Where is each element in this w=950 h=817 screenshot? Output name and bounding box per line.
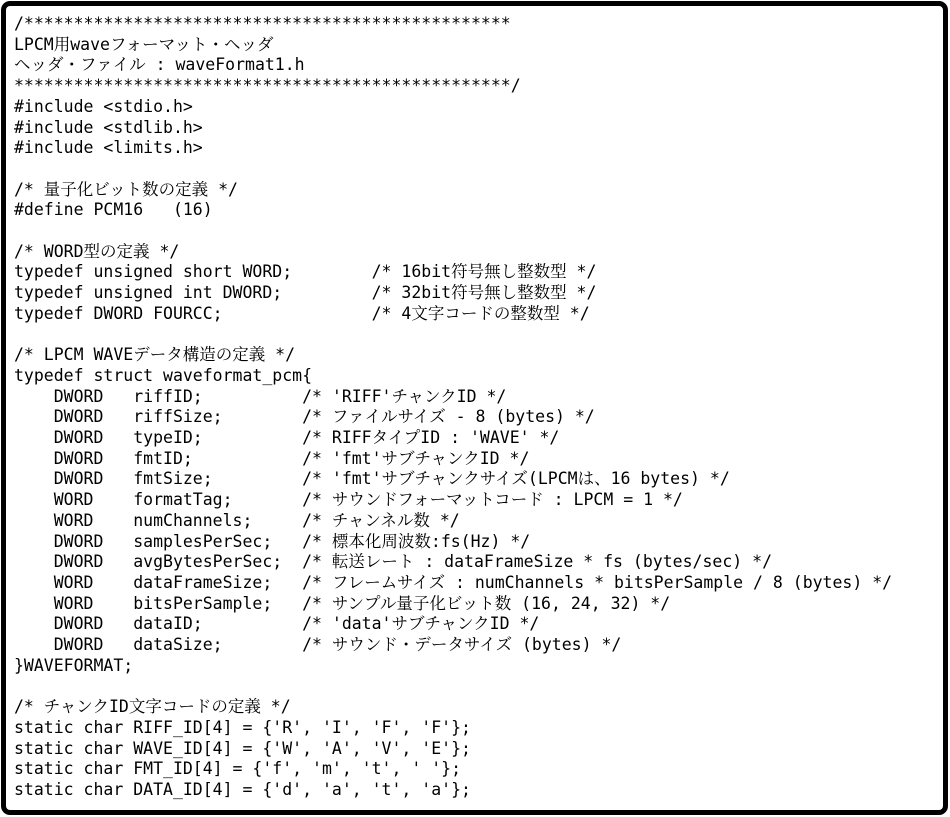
- code-line: typedef unsigned short WORD; /* 16bit符号無し整数型 */: [14, 262, 597, 282]
- listing-frame: [1, 1, 948, 815]
- code-line: static char FMT_ID[4] = {'f', 'm', 't', ' '};: [14, 759, 462, 779]
- code-line: /* チャンクID文字コードの定義 */: [14, 697, 291, 717]
- code-line: /* LPCM WAVEデータ構造の定義 */: [14, 345, 296, 365]
- code-line: DWORD typeID; /* RIFFタイプID : 'WAVE' */: [14, 428, 560, 448]
- code-line: DWORD riffSize; /* ファイルサイズ - 8 (bytes) */: [14, 407, 595, 427]
- code-listing: [14, 14, 939, 801]
- code-line: [14, 325, 939, 346]
- code-line: WORD dataFrameSize; /* フレームサイズ : numChannels * bitsPerSample / 8 (bytes) */: [14, 572, 893, 592]
- code-line: LPCM用waveフォーマット・ヘッダ: [14, 34, 274, 54]
- code-line: #include <stdio.h>: [14, 96, 193, 116]
- code-line: DWORD fmtSize; /* 'fmt'サブチャンクサイズ(LPCMは、16 bytes) */: [14, 469, 730, 489]
- code-line: [14, 677, 939, 698]
- code-line: ヘッダ・ファイル : waveFormat1.h: [14, 55, 305, 75]
- code-line: DWORD avgBytesPerSec; /* 転送レート : dataFrameSize * fs (bytes/sec) */: [14, 552, 773, 572]
- code-line: static char DATA_ID[4] = {'d', 'a', 't', 'a'};: [14, 780, 471, 800]
- code-line: DWORD dataID; /* 'data'サブチャンクID */: [14, 614, 540, 634]
- code-line: [14, 159, 939, 180]
- code-line: DWORD dataSize; /* サウンド・データサイズ (bytes) */: [14, 635, 622, 655]
- code-line: DWORD riffID; /* 'RIFF'チャンクID */: [14, 386, 507, 406]
- code-line: #include <limits.h>: [14, 138, 203, 158]
- code-line: }WAVEFORMAT;: [14, 655, 134, 675]
- code-line: WORD bitsPerSample; /* サンプル量子化ビット数 (16, 24, 32) */: [14, 593, 671, 613]
- code-line: /* WORD型の定義 */: [14, 241, 180, 261]
- code-line: /* 量子化ビット数の定義 */: [14, 179, 238, 199]
- code-line: DWORD samplesPerSec; /* 標本化周波数:fs(Hz) */: [14, 531, 531, 551]
- code-line: static char RIFF_ID[4] = {'R', 'I', 'F', 'F'};: [14, 717, 471, 737]
- code-line: /*************************************************: [14, 14, 511, 33]
- code-line: typedef struct waveformat_pcm{: [14, 365, 313, 385]
- code-line: [14, 221, 939, 242]
- code-line: WORD formatTag; /* サウンドフォーマットコード : LPCM = 1 */: [14, 490, 683, 510]
- code-line: WORD numChannels; /* チャンネル数 */: [14, 510, 460, 530]
- code-line: **************************************************/: [14, 76, 521, 96]
- code-line: typedef unsigned int DWORD; /* 32bit符号無し整数型 */: [14, 283, 597, 303]
- code-line: typedef DWORD FOURCC; /* 4文字コードの整数型 */: [14, 303, 590, 323]
- code-line: #include <stdlib.h>: [14, 117, 203, 137]
- code-line: DWORD fmtID; /* 'fmt'サブチャンクID */: [14, 448, 530, 468]
- code-line: static char WAVE_ID[4] = {'W', 'A', 'V', 'E'};: [14, 738, 471, 758]
- code-line: #define PCM16 (16): [14, 200, 213, 220]
